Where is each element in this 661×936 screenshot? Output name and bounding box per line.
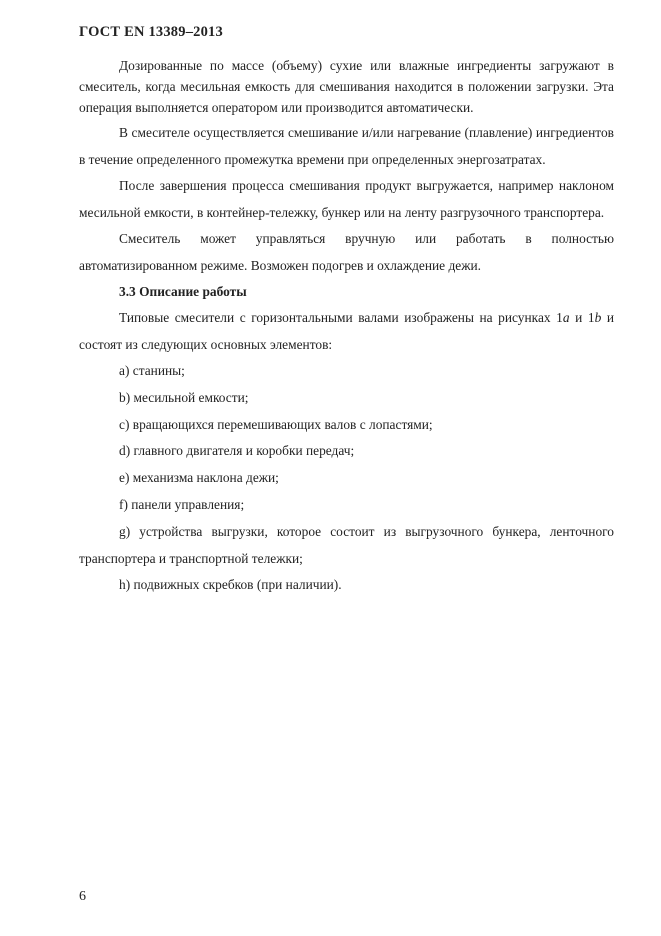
figure-ref-a-number: 1 xyxy=(556,310,563,325)
figure-ref-a-letter: a xyxy=(562,310,570,325)
list-item: c) вращающихся перемешивающих валов с лопастями; xyxy=(119,416,433,432)
standard-header: ГОСТ EN 13389–2013 xyxy=(79,24,223,40)
document-body xyxy=(79,55,614,599)
list-item: h) подвижных скребков (при наличии). xyxy=(119,577,342,593)
list-item: g) устройства выгрузки, которое состоит из выгрузочного бункера, ленточного транспортера и транспортной тележки; xyxy=(79,523,614,566)
list-item: a) станины; xyxy=(119,363,185,378)
paragraph-mixing: В смесителе осуществляется смешивание и/или нагревание (плавление) ингредиентов в течение определенного промежутка времени при определенных энергозатратах. xyxy=(79,125,614,167)
section-heading: 3.3 Описание работы xyxy=(119,284,247,299)
list-item: d) главного двигателя и коробки передач; xyxy=(119,443,355,459)
figure-ref-b-number: 1 xyxy=(587,310,595,325)
paragraph-unloading: После завершения процесса смешивания продукт выгружается, например наклоном месильной емкости, в контейнер-тележку, бункер или на ленту разгрузочного транспортера. xyxy=(79,178,614,220)
list-item: b) месильной емкости; xyxy=(119,389,249,405)
list-item: f) панели управления; xyxy=(119,496,245,512)
paragraph-loading: Дозированные по массе (объему) сухие или влажные ингредиенты загружают в смеситель, когда месильная емкость для смешивания находится в положении загрузки. Эта операция выполняется оператором или производится автоматически. xyxy=(79,58,614,115)
figure-ref-b-letter: b xyxy=(594,310,602,325)
page-number: 6 xyxy=(79,889,86,904)
intro-text-end: и состоят из следующих основных элементов: xyxy=(79,310,615,352)
paragraph-control: Смеситель может управляться вручную или работать в полностью автоматизированном режиме. Возможен подогрев и охлаждение дежи. xyxy=(79,231,614,273)
paragraph-intro xyxy=(79,305,614,358)
intro-text-start: Типовые смесители с горизонтальными валами изображены на рисунках xyxy=(119,310,557,325)
components-list xyxy=(79,358,614,599)
list-item: e) механизма наклона дежи; xyxy=(119,470,279,486)
intro-conjunction: и xyxy=(569,310,588,325)
